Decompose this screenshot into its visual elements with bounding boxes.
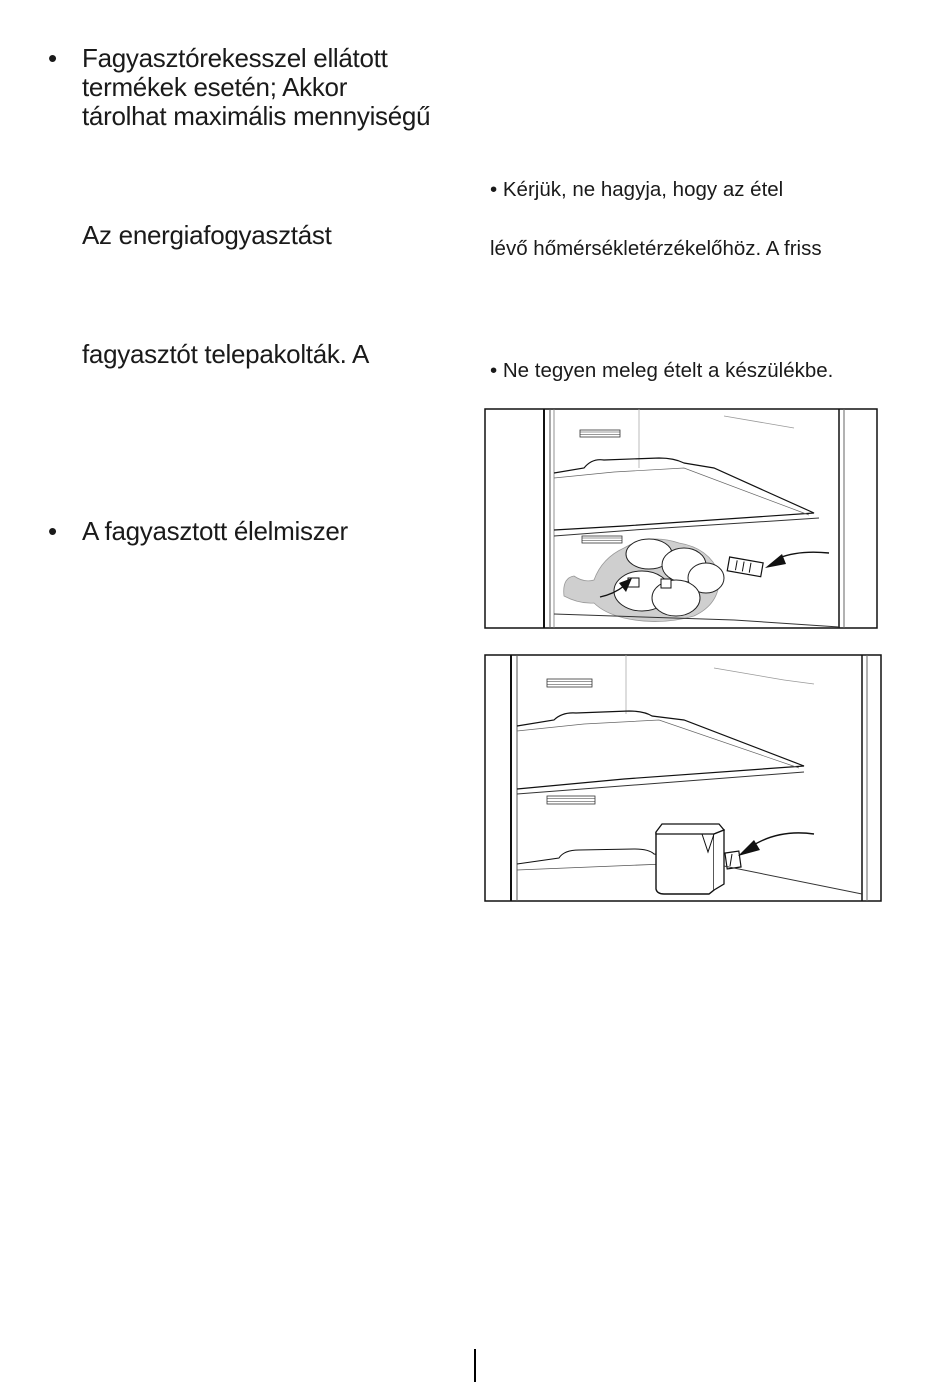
bullet1-line-3: tárolhat maximális mennyiségű [82,101,431,131]
note-hot-food: • Ne tegyen meleg ételt a készülékbe. [490,359,834,382]
bullet1-line-2: termékek esetén; Akkor [82,72,348,102]
bullet-symbol-4: • [48,516,58,546]
page-divider-rule [474,1349,476,1382]
fridge-shelf-carton-illustration [484,654,882,903]
note-sensor-line: lévő hőmérsékletérzékelőhöz. A friss [490,237,822,260]
note-food-sensor: • Kérjük, ne hagyja, hogy az étel [490,178,784,201]
fridge-shelf-food-illustration [484,408,878,630]
bullet-symbol-1: • [48,43,58,73]
paragraph-energy: Az energiafogyasztást [82,220,332,250]
bullet-paragraph-4: A fagyasztott élelmiszer [82,516,348,546]
bullet1-line-1: Fagyasztórekesszel ellátott [82,43,388,73]
paragraph-freezer: fagyasztót telepakolták. A [82,339,370,369]
bullet-paragraph-1 [82,44,430,131]
